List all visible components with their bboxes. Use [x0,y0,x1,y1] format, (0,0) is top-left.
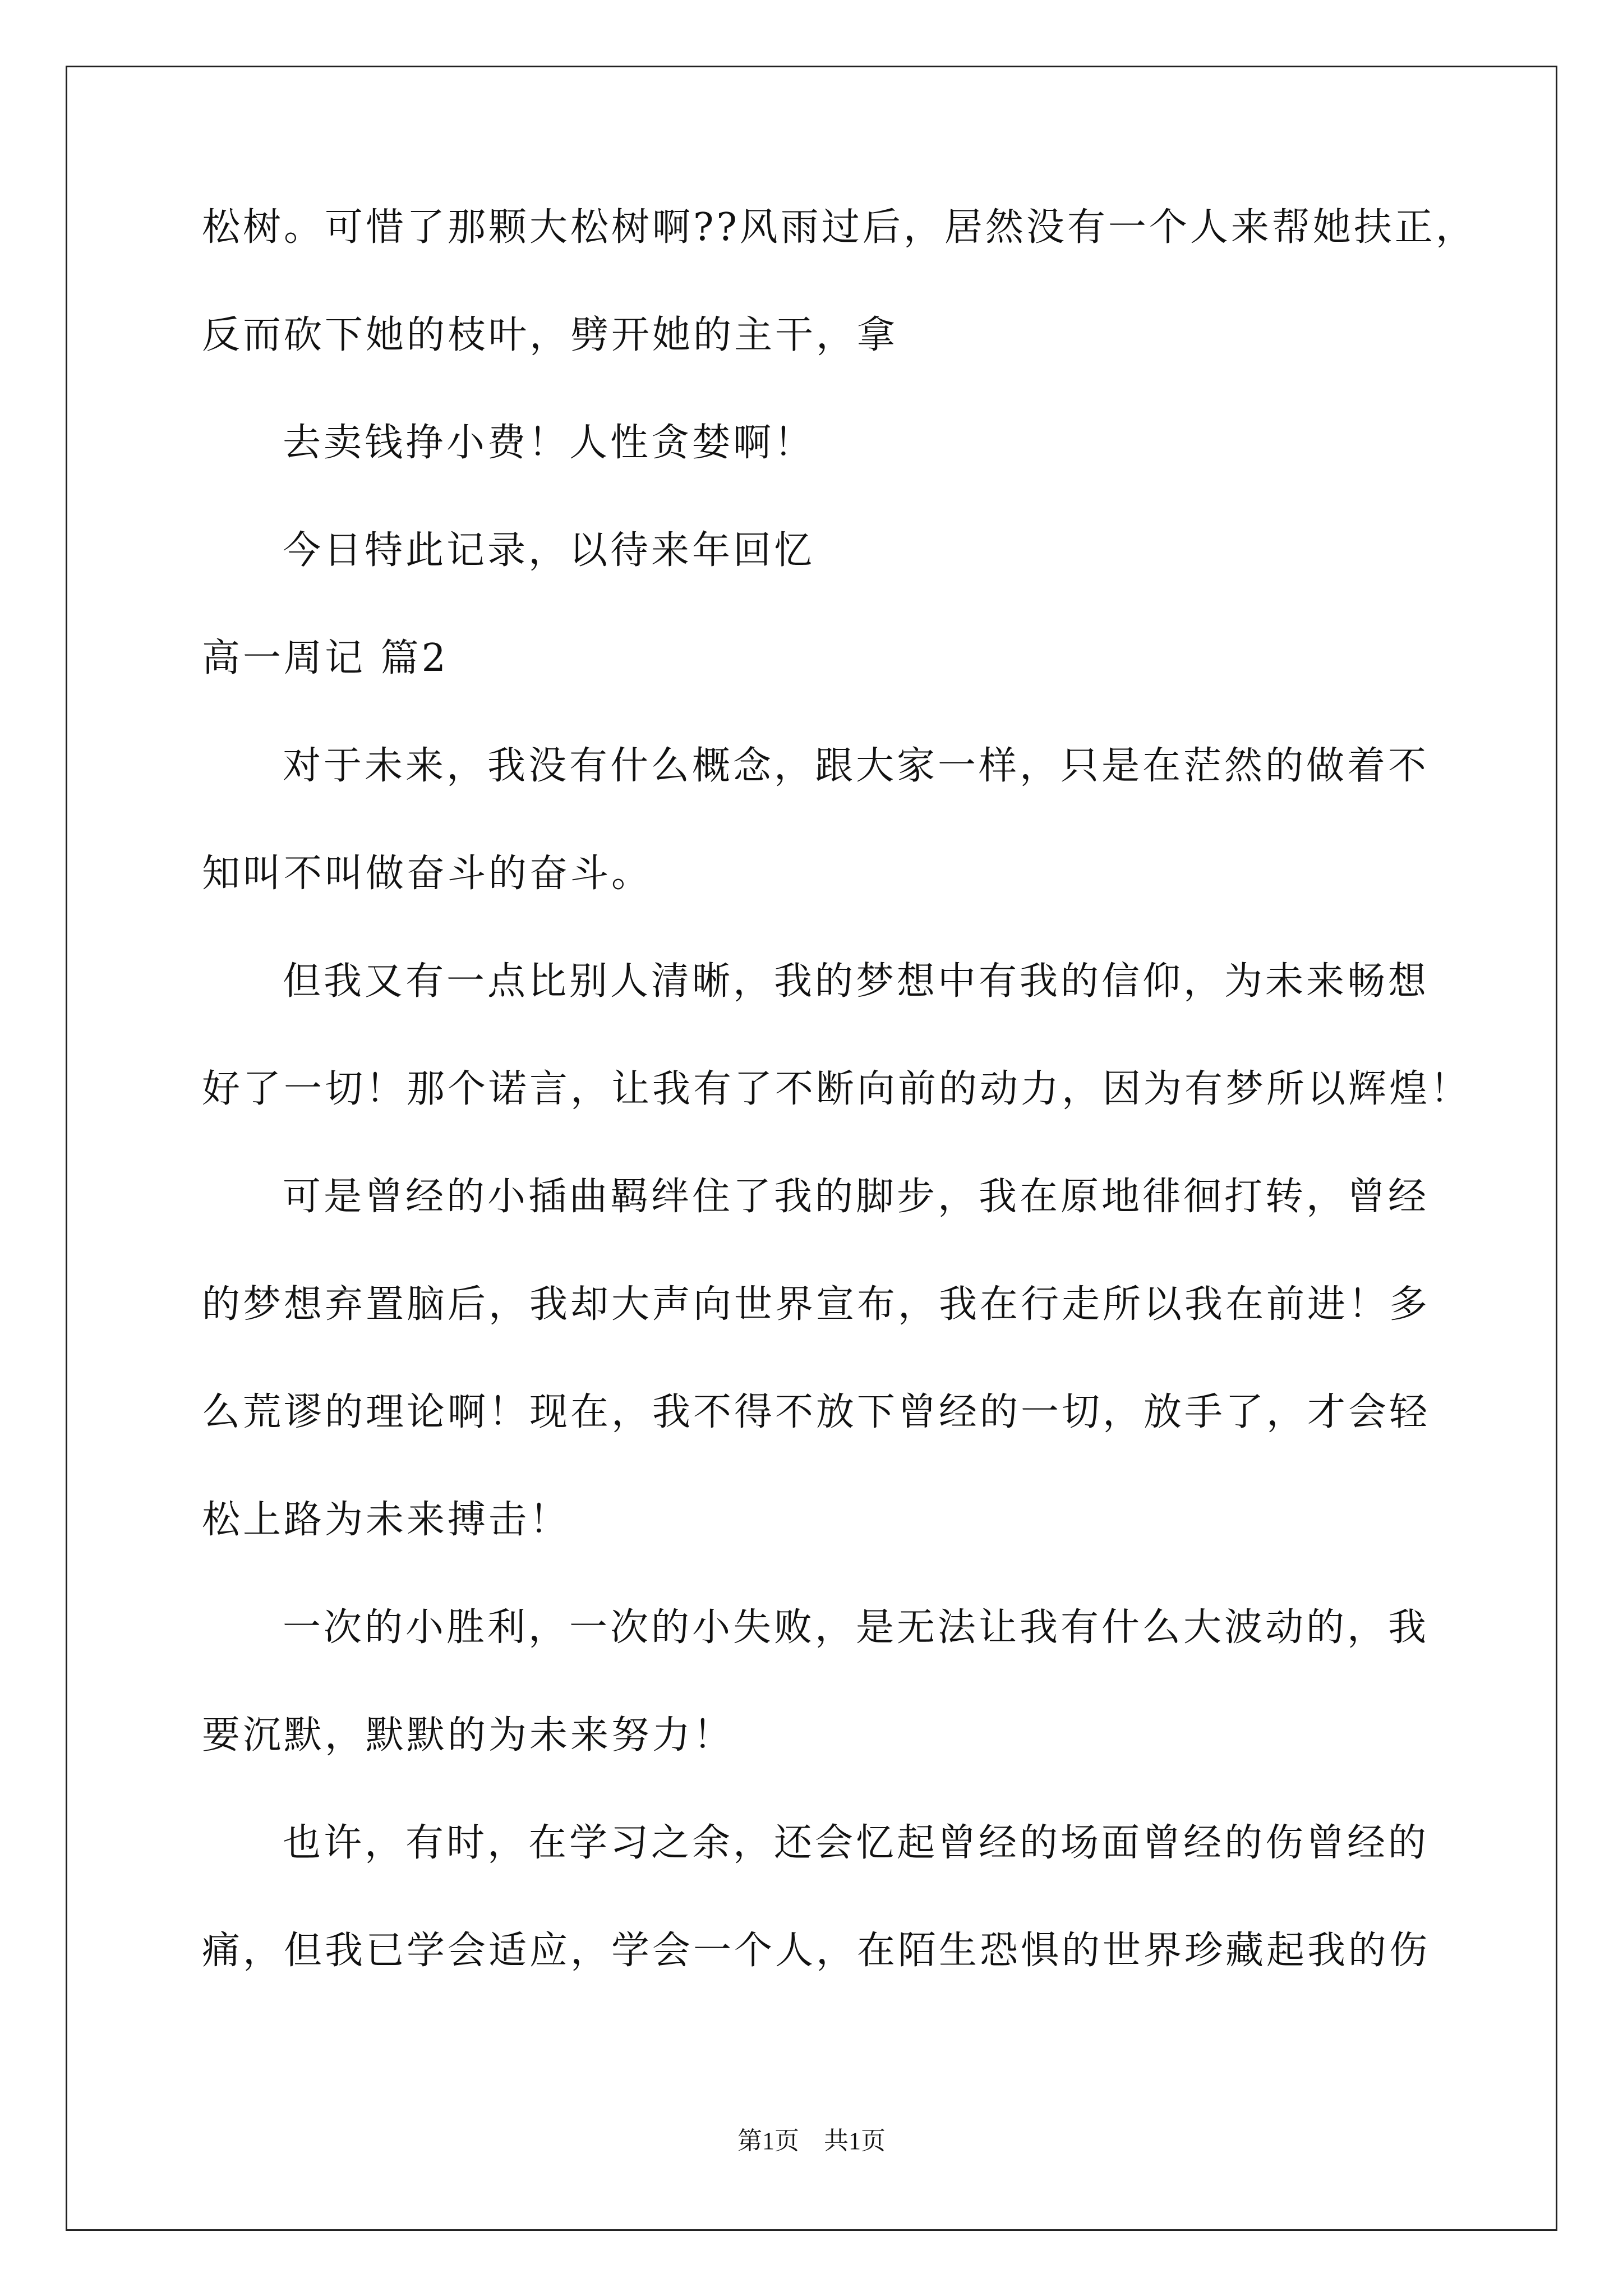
text-line: 痛，但我已学会适应，学会一个人，在陌生恐惧的世界珍藏起我的伤 [202,1929,1431,1973]
section-heading: 高一周记 篇2 [202,636,449,680]
page-footer: 第1页 共1页 [737,2127,886,2155]
text-line: 也许，有时，在学习之余，还会忆起曾经的场面曾经的伤曾经的 [283,1821,1430,1865]
text-line: 但我又有一点比别人清晰，我的梦想中有我的信仰，为未来畅想 [283,959,1430,1004]
text-line: 松上路为未来搏击！ [202,1498,571,1542]
text-line: 好了一切！那个诺言，让我有了不断向前的动力，因为有梦所以辉煌！ [202,1067,1472,1111]
text-line: 今日特此记录，以待来年回忆 [283,528,815,573]
text-line: 要沉默，默默的为未来努力！ [202,1713,735,1757]
text-line: 么荒谬的理论啊！现在，我不得不放下曾经的一切，放手了，才会轻 [202,1390,1431,1434]
text-line: 反而砍下她的枝叶，劈开她的主干，拿 [202,313,898,357]
text-line: 去卖钱挣小费！人性贪婪啊！ [283,421,815,465]
text-line: 知叫不叫做奋斗的奋斗。 [202,852,653,896]
text-line: 一次的小胜利，一次的小失败，是无法让我有什么大波动的，我 [283,1605,1430,1650]
text-line: 松树。可惜了那颗大松树啊??风雨过后，居然没有一个人来帮她扶正， [202,205,1477,250]
text-line: 可是曾经的小插曲羁绊住了我的脚步，我在原地徘徊打转，曾经 [283,1175,1430,1219]
page-frame [66,66,1557,2231]
text-line: 的梦想弃置脑后，我却大声向世界宣布，我在行走所以我在前进！多 [202,1282,1431,1327]
text-line: 对于未来，我没有什么概念，跟大家一样，只是在茫然的做着不 [283,744,1430,788]
